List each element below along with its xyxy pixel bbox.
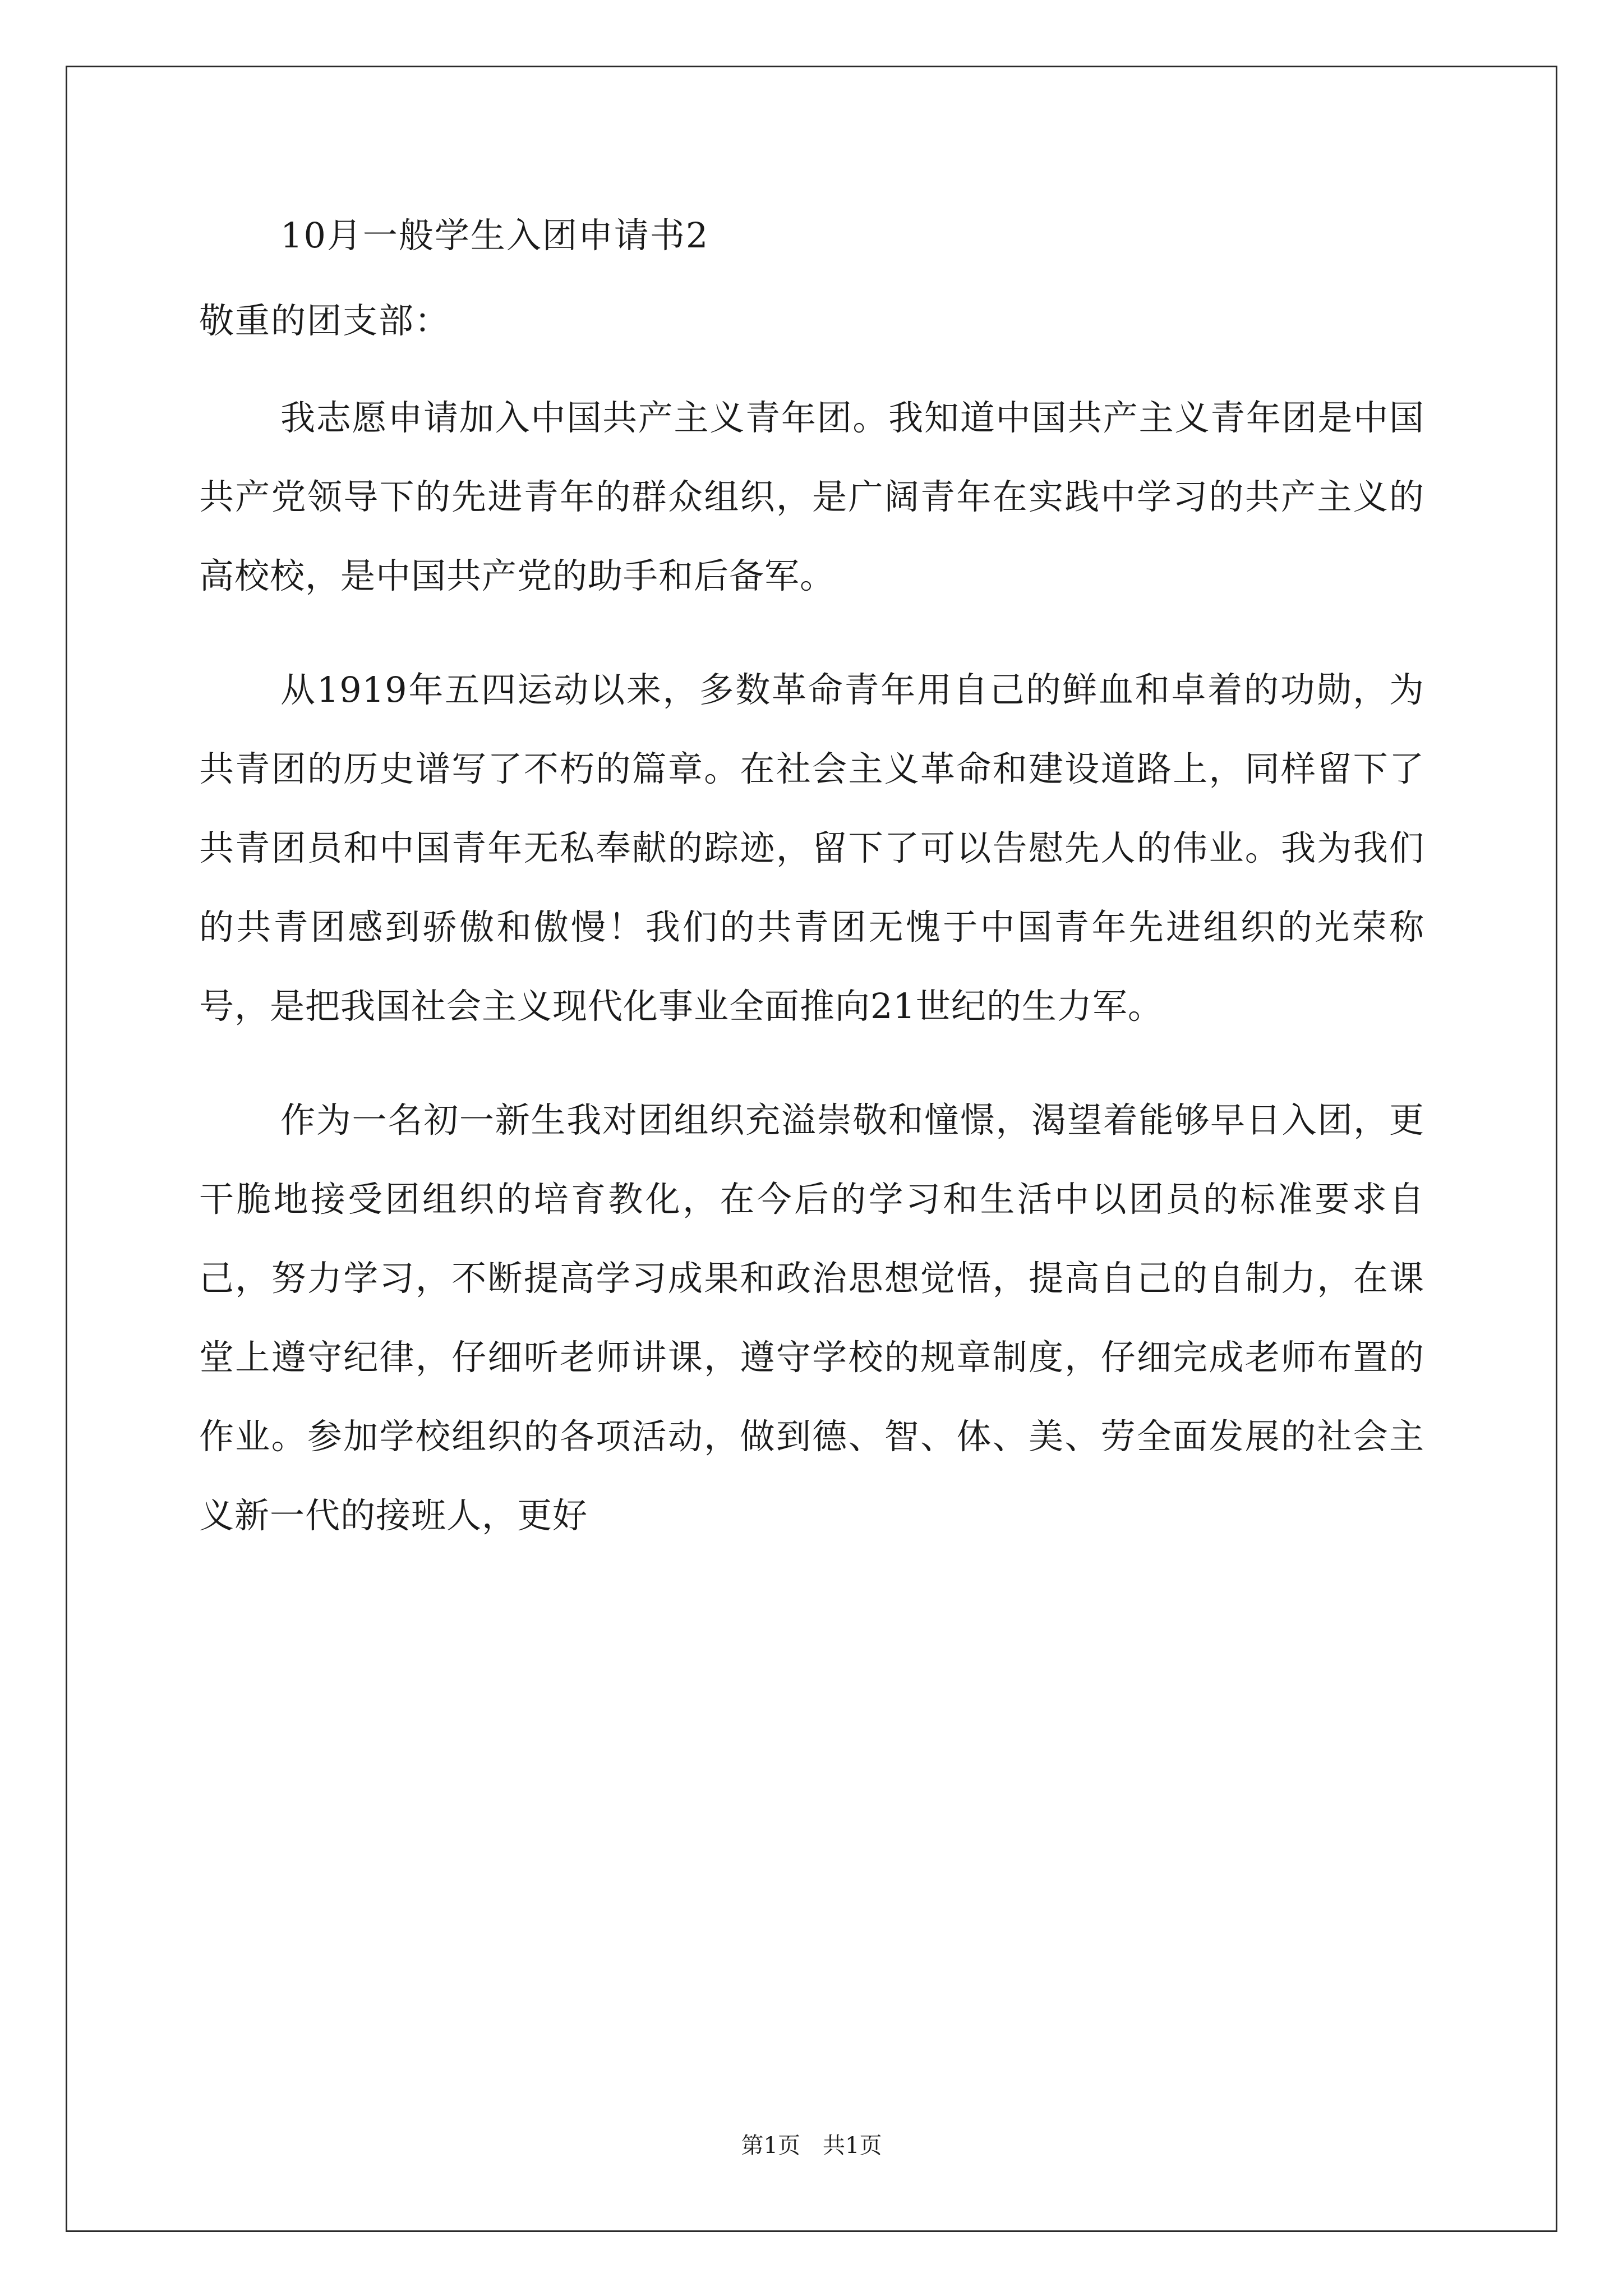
- paragraph-3: 作为一名初一新生我对团组织充溢崇敬和憧憬，渴望着能够早日入团，更干脆地接受团组织的培育教化，在今后的学习和生活中以团员的标准要求自己，努力学习，不断提高学习成果和政治思想觉悟，提高自己的自制力，在课堂上遵守纪律，仔细听老师讲课，遵守学校的规章制度，仔细完成老师布置的作业。参加学校组织的各项活动，做到德、智、体、美、劳全面发展的社会主义新一代的接班人，更好: [199, 1099, 1424, 1536]
- salutation: 敬重的团支部：: [199, 300, 451, 341]
- document-body: [199, 213, 1424, 1590]
- paragraph-1: 我志愿申请加入中国共产主义青年团。我知道中国共产主义青年团是中国共产党领导下的先进青年的群众组织，是广阔青年在实践中学习的共产主义的高校校，是中国共产党的助手和后备军。: [199, 397, 1424, 596]
- page-footer: 第1页 共1页: [741, 2133, 882, 2159]
- paragraph-2: 从1919年五四运动以来，多数革命青年用自己的鲜血和卓着的功勋，为共青团的历史谱写了不朽的篇章。在社会主义革命和建设道路上，同样留下了共青团员和中国青年无私奉献的踪迹，留下了可以告慰先人的伟业。我为我们的共青团感到骄傲和傲慢！我们的共青团无愧于中国青年先进组织的光荣称号，是把我国社会主义现代化事业全面推向21世纪的生力军。: [199, 669, 1424, 1027]
- document-title: 10月一般学生入团申请书2: [280, 215, 709, 256]
